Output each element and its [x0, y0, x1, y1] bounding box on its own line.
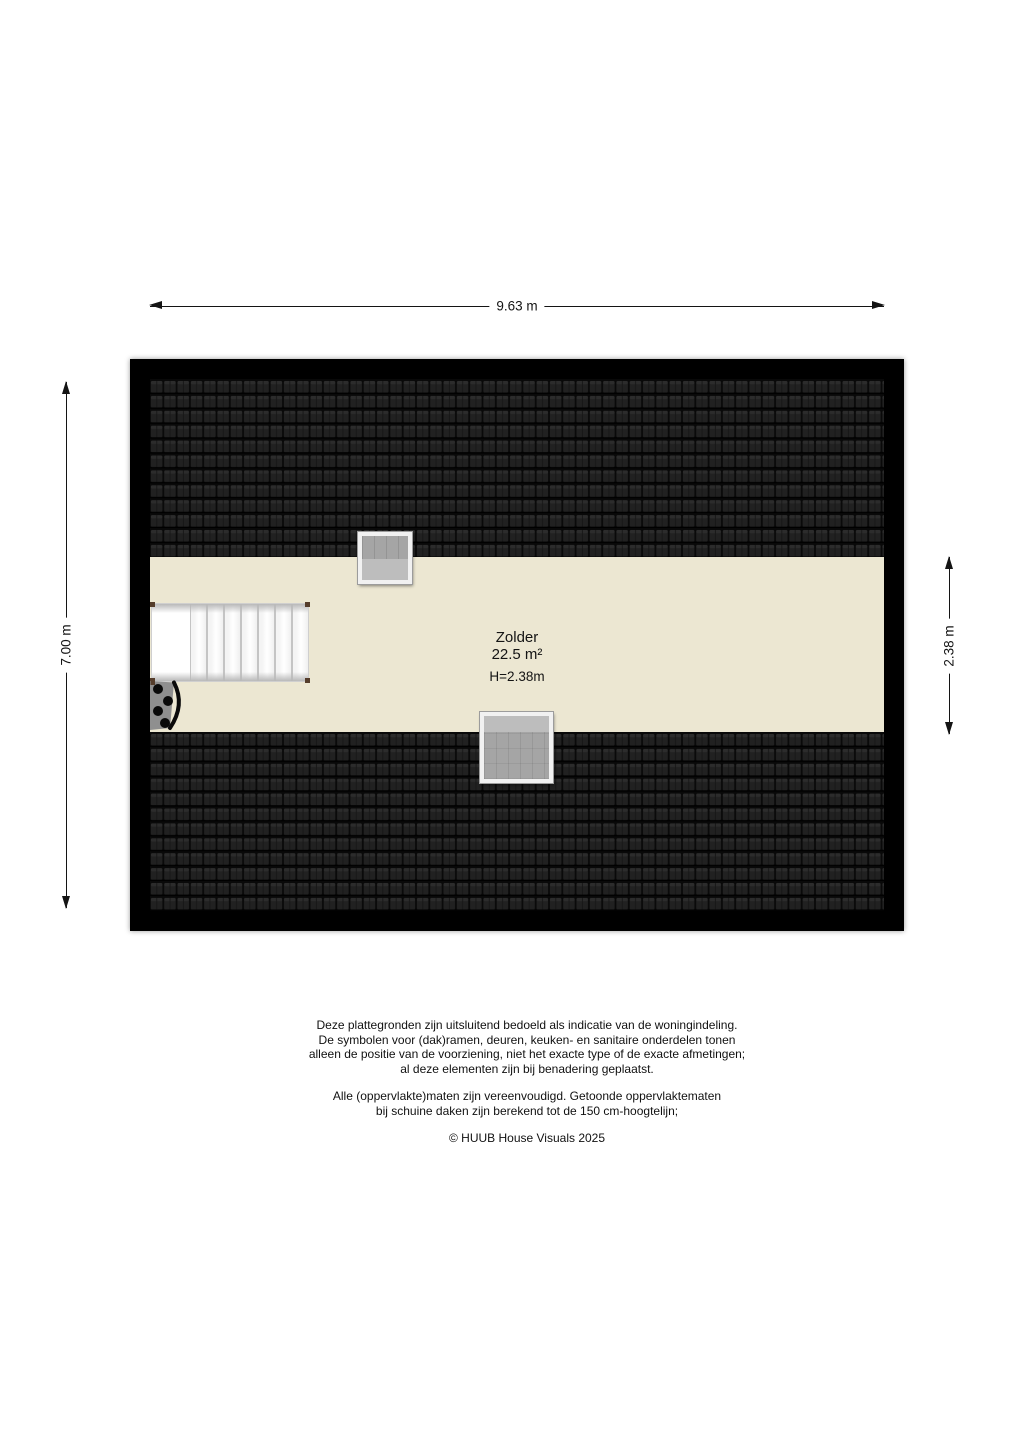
dimension-flat-section-label: 2.38 m — [942, 618, 957, 673]
roof-slope-upper — [150, 379, 884, 557]
dimension-height-label: 7.00 m — [59, 617, 74, 672]
stair-stringer — [152, 604, 308, 613]
arrow-up-icon — [62, 381, 70, 394]
floor-plan-inner — [150, 379, 884, 911]
roof-tiles-pattern — [150, 379, 884, 557]
arrow-right-icon — [872, 301, 885, 309]
room-label — [150, 630, 884, 684]
disclaimer-line: al deze elementen zijn bij benadering geplaatst. — [400, 1061, 654, 1076]
skylight-glass — [484, 732, 549, 779]
arrow-left-icon — [149, 301, 162, 309]
disclaimer-line: alleen de positie van de voorziening, niet het exacte type of de exacte afmetingen; — [308, 1047, 746, 1061]
stair-post — [305, 602, 310, 607]
dimension-width-label: 9.63 m — [489, 299, 544, 314]
arrow-up-icon — [945, 556, 953, 569]
room-name: Zolder — [495, 629, 539, 646]
disclaimer-paragraph — [0, 1089, 1018, 1118]
floor-plan — [130, 359, 904, 931]
arrow-down-icon — [62, 896, 70, 909]
disclaimer-line: De symbolen voor (dak)ramen, deuren, keuken- en sanitaire onderdelen tonen — [318, 1032, 736, 1047]
skylight-glass — [362, 536, 408, 559]
skylight-window-icon — [480, 712, 553, 783]
disclaimer-line: Deze plattegronden zijn uitsluitend bedoeld als indicatie van de woningindeling. — [316, 1018, 738, 1032]
skylight-glass — [362, 559, 408, 580]
disclaimer-paragraph — [0, 1018, 1018, 1076]
arrow-down-icon — [945, 722, 953, 735]
disclaimer-line: bij schuine daken zijn berekend tot de 150 cm-hoogtelijn; — [375, 1103, 679, 1118]
skylight-glass — [484, 716, 549, 732]
copyright-notice: © HUUB House Visuals 2025 — [448, 1131, 606, 1145]
stair-post — [150, 602, 155, 607]
room-ceiling-height: H=2.38m — [489, 669, 545, 684]
disclaimer — [0, 1018, 1018, 1146]
stair-winder-railing-icon — [150, 679, 188, 735]
room-area: 22.5 m² — [491, 646, 543, 663]
skylight-window-icon — [358, 532, 412, 584]
disclaimer-line: Alle (oppervlakte)maten zijn vereenvoudigd. Getoonde oppervlaktematen — [332, 1089, 722, 1103]
